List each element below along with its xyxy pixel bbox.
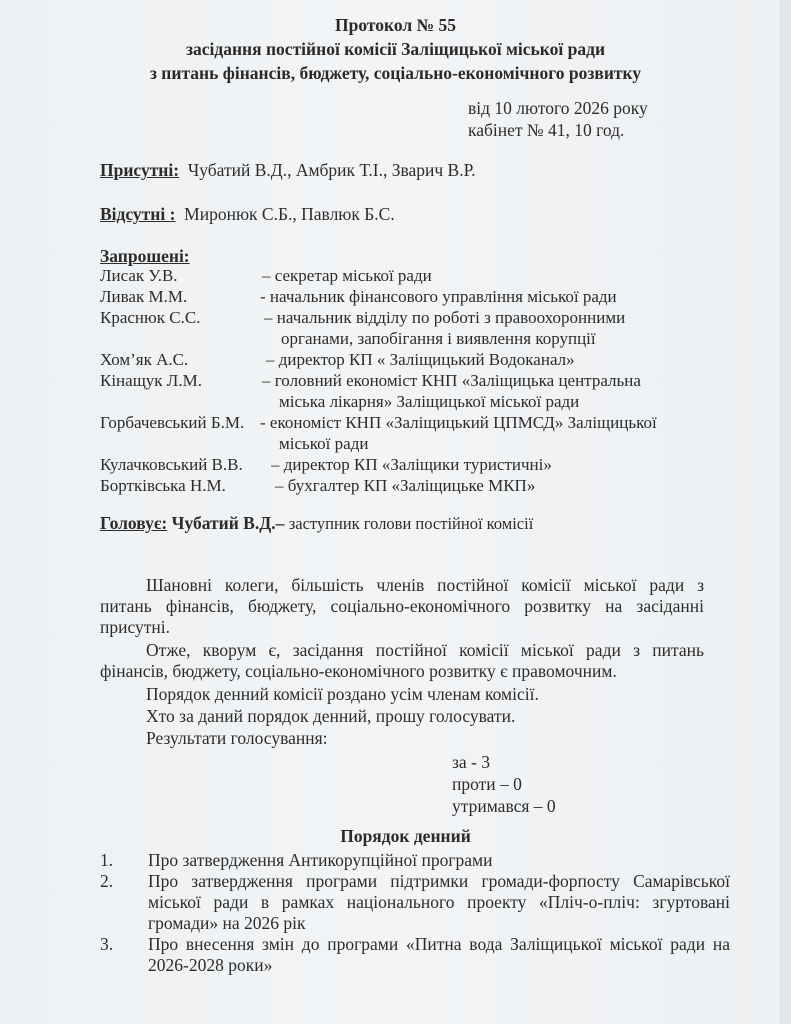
invited-heading bbox=[100, 246, 190, 267]
p1-line-b: питань фінансів, бюджету, соціально-економічного розвитку на засіданні bbox=[100, 596, 704, 616]
agenda-item-text: Про затвердження програми підтримки громади-форпосту Самарівської bbox=[148, 871, 730, 891]
vote-for: за - 3 bbox=[452, 752, 491, 772]
absent-list: Миронюк С.Б., Павлюк Б.С. bbox=[184, 204, 395, 224]
agenda-item-text: громади» на 2026 рік bbox=[148, 913, 306, 933]
agenda-item-number: 3. bbox=[100, 934, 114, 954]
invited-role: - начальник фінансового управління міської ради bbox=[260, 287, 617, 306]
invited-name: Кінащук Л.М. bbox=[100, 371, 202, 390]
p4-text: Хто за даний порядок денний, прошу голосувати. bbox=[146, 706, 516, 726]
invited-name: Лисак У.В. bbox=[100, 266, 178, 285]
invited-role: органами, запобігання і виявлення корупції bbox=[281, 329, 596, 348]
invited-role: – начальник відділу по роботі з правоохоронними bbox=[264, 308, 626, 327]
page-edge bbox=[780, 0, 791, 1024]
meeting-date: від 10 лютого 2026 року bbox=[468, 98, 648, 118]
document-header bbox=[0, 13, 791, 85]
agenda-title: Порядок денний bbox=[340, 826, 471, 846]
invited-role: - економіст КНП «Заліщицький ЦПМСД» Заліщицької bbox=[260, 413, 657, 432]
chair-role: заступник голови постійної комісії bbox=[288, 514, 534, 533]
invited-role: – директор КП «Заліщики туристичні» bbox=[271, 455, 552, 474]
paragraph-vote-results bbox=[100, 728, 704, 749]
paragraph-vote-call bbox=[100, 706, 704, 727]
invited-name: Ливак М.М. bbox=[100, 287, 188, 306]
meeting-location: кабінет № 41, 10 год. bbox=[468, 120, 625, 140]
agenda-item-text: Про затвердження Антикорупційної програми bbox=[148, 850, 493, 870]
present-list: Чубатий В.Д., Амбрик Т.І., Зварич В.Р. bbox=[187, 160, 476, 180]
chair-line bbox=[100, 513, 533, 534]
chair-name: Чубатий В.Д.– bbox=[171, 513, 285, 533]
invited-label: Запрошені: bbox=[100, 246, 190, 266]
invited-role: міська лікарня» Заліщицької міської ради bbox=[279, 392, 580, 411]
absent-label: Відсутні : bbox=[100, 204, 176, 224]
invited-role: – секретар міської ради bbox=[262, 266, 432, 285]
meeting-meta bbox=[468, 97, 648, 141]
chair-label: Головує: bbox=[100, 513, 168, 533]
agenda-item-text: Про внесення змін до програми «Питна вода Заліщицької міської ради на bbox=[148, 934, 730, 954]
invited-name: Краснюк С.С. bbox=[100, 308, 201, 327]
paragraph-quorum-confirm bbox=[100, 640, 704, 682]
invited-role: – директор КП « Заліщицький Водоканал» bbox=[266, 350, 575, 369]
p1-line-a: Шановні колеги, більшість членів постійної комісії міської ради з bbox=[146, 575, 704, 595]
vote-against: проти – 0 bbox=[452, 774, 522, 794]
protocol-subtitle-2: з питань фінансів, бюджету, соціально-економічного розвитку bbox=[149, 63, 642, 83]
p1-line-c: присутні. bbox=[100, 617, 171, 637]
p2-line-b: фінансів, бюджету, соціально-економічного розвитку є правомочним. bbox=[100, 661, 617, 681]
present-line bbox=[100, 160, 476, 181]
invited-role: – головний економіст КНП «Заліщицька центральна bbox=[262, 371, 641, 390]
p3-text: Порядок денний комісії роздано усім членам комісії. bbox=[146, 684, 539, 704]
vote-abstained: утримався – 0 bbox=[452, 796, 556, 816]
invited-name: Бортківська Н.М. bbox=[100, 476, 226, 495]
invited-name: Хом’як А.С. bbox=[100, 350, 189, 369]
paragraph-quorum-intro bbox=[100, 575, 704, 638]
p2-line-a: Отже, кворум є, засідання постійної комісії міської ради з питань bbox=[146, 640, 704, 660]
invited-name: Кулачковський В.В. bbox=[100, 455, 243, 474]
agenda-item-text: міської ради в рамках національного проекту «Пліч-о-пліч: згуртовані bbox=[148, 892, 730, 912]
absent-line bbox=[100, 204, 395, 225]
agenda-item-number: 2. bbox=[100, 871, 114, 891]
invited-role: міської ради bbox=[279, 434, 369, 453]
invited-role: – бухгалтер КП «Заліщицьке МКП» bbox=[275, 476, 536, 495]
protocol-subtitle-1: засідання постійної комісії Заліщицької міської ради bbox=[185, 39, 606, 59]
agenda-item-text: 2026-2028 роки» bbox=[148, 955, 273, 975]
invited-name: Горбачевський Б.М. bbox=[100, 413, 245, 432]
agenda-item-number: 1. bbox=[100, 850, 114, 870]
protocol-title: Протокол № 55 bbox=[334, 15, 456, 35]
paragraph-agenda-distributed bbox=[100, 684, 704, 705]
present-label: Присутні: bbox=[100, 160, 180, 180]
p5-text: Результати голосування: bbox=[146, 728, 328, 748]
